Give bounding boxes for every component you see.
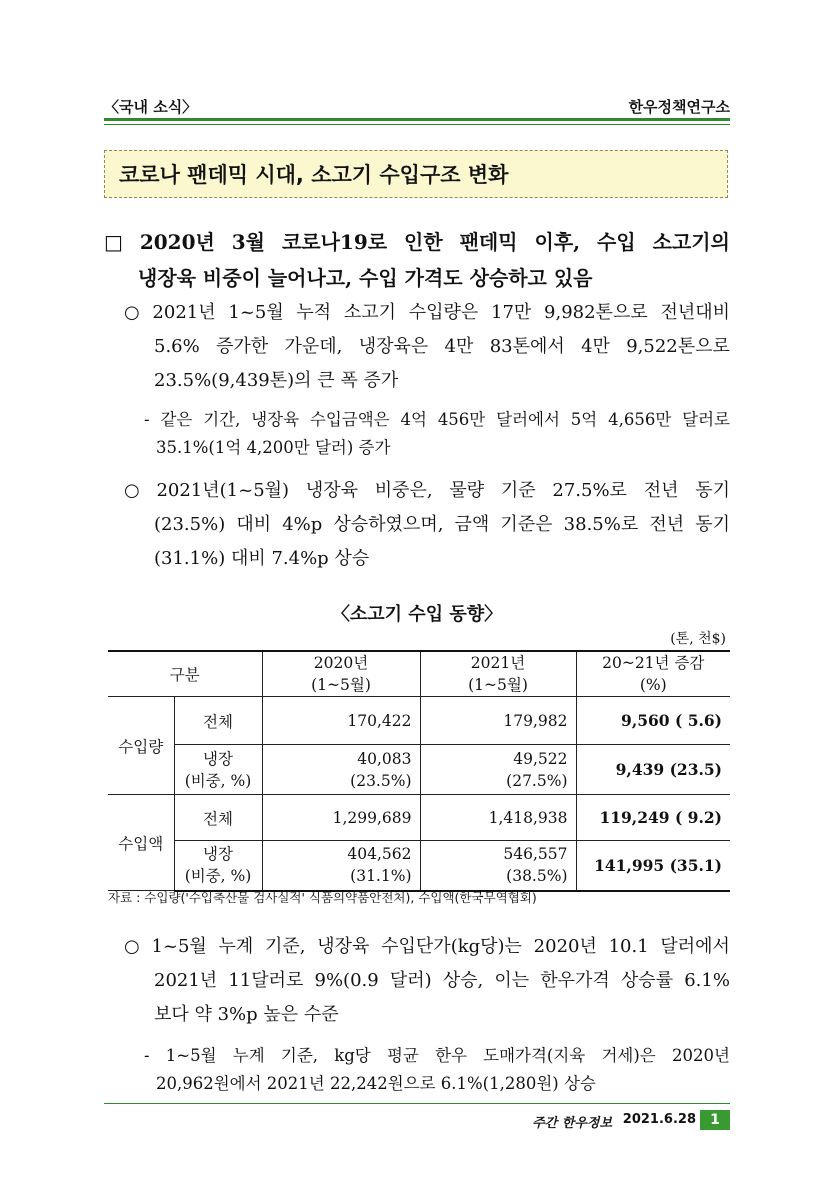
word: 9%(0.9	[314, 970, 379, 991]
word: 2021년	[154, 970, 218, 991]
word: 1~5월	[151, 936, 207, 957]
word: 상승,	[442, 970, 484, 991]
row-label: 전체	[174, 697, 262, 745]
table-title: 〈소고기 수입 동향〉	[331, 604, 503, 625]
dash-item-2-line2: 20,962원에서 2021년 22,242원으로 6.1%(1,280원) 상승	[156, 1074, 596, 1093]
word: 1~5월	[228, 302, 284, 323]
word: 2020년	[139, 230, 215, 254]
word: kg당	[334, 1046, 371, 1065]
sub-bullet-2	[124, 474, 730, 576]
word: 누적	[296, 302, 332, 323]
word: 기간,	[203, 410, 241, 429]
word: 기준은	[500, 514, 553, 535]
header-change-unit: (%)	[639, 676, 667, 694]
word: 9,522톤으로	[626, 336, 730, 357]
row-label	[174, 745, 262, 795]
sub-bullet-2-line2	[124, 508, 730, 542]
cell-2021	[420, 745, 576, 795]
word: 동기	[695, 480, 730, 501]
circle-bullet-icon: ○	[124, 936, 140, 957]
word: 이후,	[534, 230, 581, 254]
word: 상승률	[620, 970, 674, 991]
word: 가운데,	[284, 336, 343, 357]
word: 4억	[400, 410, 427, 429]
sub-bullet-1-line2	[124, 330, 730, 364]
cell-2020	[262, 841, 420, 891]
sub-bullet-2-line1	[124, 474, 730, 508]
word: 냉장육은	[358, 336, 429, 357]
word: (23.5%)	[154, 514, 226, 535]
word: 83톤에서	[489, 336, 565, 357]
circle-bullet-icon: ○	[124, 480, 140, 501]
word: 소고기의	[652, 230, 730, 254]
word: 상승하였으며,	[333, 514, 444, 535]
main-bullet-line2: 냉장육 비중이 늘어나고, 수입 가격도 상승하고 있음	[138, 266, 593, 290]
circle-bullet-icon: ○	[124, 302, 140, 323]
dash-item-1-line1	[144, 406, 730, 434]
sub-bullet-3-line2	[124, 964, 730, 998]
word: 누계	[218, 936, 254, 957]
word: 전년대비	[660, 302, 730, 323]
word: 비중은,	[374, 480, 433, 501]
dash-item-2-line1	[144, 1042, 730, 1070]
word: 한우	[435, 1046, 467, 1065]
word: 팬데믹	[459, 230, 518, 254]
table-header-row	[108, 651, 730, 697]
word: 전년	[643, 480, 679, 501]
cell-change: 9,560 ( 5.6)	[576, 697, 730, 745]
article-title: 코로나 팬데믹 시대, 소고기 수입구조 변화	[104, 150, 728, 198]
word: 소고기	[343, 302, 397, 323]
import-trend-table	[108, 650, 730, 892]
cell-change: 9,439 (23.5)	[576, 745, 730, 795]
group-volume: 수입량	[108, 697, 174, 795]
word: 2020년	[671, 1046, 730, 1065]
word: 9,982톤으로	[544, 302, 648, 323]
footer-rule	[104, 1103, 730, 1104]
word: 증가한	[216, 336, 269, 357]
word: 2021년	[152, 302, 216, 323]
word: 냉장육	[305, 480, 358, 501]
word: 대비	[236, 514, 272, 535]
word: 2020년	[533, 936, 597, 957]
word: 동기	[695, 514, 730, 535]
sub-bullet-3	[124, 930, 730, 1032]
word: 2021년(1~5월)	[156, 480, 290, 501]
word: 냉장육	[317, 936, 370, 957]
header-2020	[262, 651, 420, 697]
word: 이는	[494, 970, 530, 991]
cell-change: 119,249 ( 9.2)	[576, 795, 730, 841]
word: 달러)	[389, 970, 432, 991]
dash-bullet-icon: -	[144, 1046, 150, 1065]
word: 기준,	[280, 1046, 319, 1065]
table-source: 자료 : 수입량('수입축산물 검사실적' 식품의약품안전처), 수입액(한국무역협회)	[108, 890, 537, 905]
cell-value: 546,557	[503, 845, 568, 864]
word: 전년	[649, 514, 685, 535]
word: 3월	[231, 230, 266, 254]
word: 수입	[597, 230, 636, 254]
word: 4,656만	[608, 410, 672, 429]
sub-bullet-2-line3: (31.1%) 대비 7.4%p 상승	[154, 548, 370, 569]
header-rule-thin	[104, 124, 730, 125]
section-label: 〈국내 소식〉	[104, 98, 198, 116]
word: 누계	[232, 1046, 265, 1065]
word: 수입량은	[408, 302, 479, 323]
header-category: 구분	[108, 651, 262, 697]
sub-bullet-1	[124, 296, 730, 398]
word: 수입금액은	[309, 410, 390, 429]
word: 11달러로	[228, 970, 304, 991]
word: 17만	[491, 302, 532, 323]
cell-share: (27.5%)	[506, 771, 568, 790]
dash-item-2	[144, 1042, 730, 1098]
table-row	[108, 745, 730, 795]
word: 달러에서	[660, 936, 730, 957]
cell-value: 49,522	[513, 749, 568, 768]
word: 4%p	[282, 514, 323, 535]
header-2021-year: 2021년	[470, 654, 526, 672]
table-unit: (톤, 천$)	[670, 631, 726, 647]
word: 10.1	[608, 936, 649, 957]
table-row	[108, 841, 730, 891]
table-row	[108, 795, 730, 841]
word: 456만	[437, 410, 486, 429]
dash-item-1-line2: 35.1%(1억 4,200만 달러) 증가	[156, 438, 391, 457]
square-bullet-icon: □	[104, 230, 123, 254]
main-bullet-line1	[104, 224, 730, 260]
cell-share: (38.5%)	[506, 867, 568, 886]
cell-change: 141,995 (35.1)	[576, 841, 730, 891]
row-label-sub: (비중, %)	[184, 867, 252, 886]
row-label-main: 냉장	[203, 845, 233, 864]
cell-2020: 170,422	[262, 697, 420, 745]
word: 4만	[444, 336, 474, 357]
row-label-sub: (비중, %)	[184, 771, 252, 790]
word: 1~5월	[165, 1046, 217, 1065]
cell-2020	[262, 745, 420, 795]
word: 물량	[449, 480, 485, 501]
cell-2021	[420, 841, 576, 891]
word: 5억	[570, 410, 598, 429]
word: 냉장육	[251, 410, 300, 429]
header-2021	[420, 651, 576, 697]
header-change	[576, 651, 730, 697]
word: 코로나19로	[281, 230, 388, 254]
cell-value: 404,562	[347, 845, 412, 864]
word: 같은	[160, 410, 193, 429]
word: 6.1%	[684, 970, 730, 991]
row-label	[174, 841, 262, 891]
word: 거세)은	[601, 1046, 656, 1065]
dash-item-1	[144, 406, 730, 462]
word: 평균	[386, 1046, 419, 1065]
cell-2020: 1,299,689	[262, 795, 420, 841]
dash-bullet-icon: -	[144, 410, 150, 429]
word: 기준,	[265, 936, 306, 957]
header-2020-period: (1~5월)	[311, 676, 371, 694]
word: 27.5%로	[552, 480, 627, 501]
footer-date: 2021.6.28	[622, 1112, 696, 1127]
word: 5.6%	[154, 336, 200, 357]
org-name: 한우정책연구소	[628, 98, 730, 116]
cell-2021: 1,418,938	[420, 795, 576, 841]
word: 금액	[454, 514, 490, 535]
cell-2021: 179,982	[420, 697, 576, 745]
header-2021-period: (1~5월)	[468, 676, 528, 694]
word: 한우가격	[540, 970, 610, 991]
page-number: 1	[700, 1110, 730, 1130]
header-rule-thick	[104, 118, 730, 121]
header-2020-year: 2020년	[313, 654, 369, 672]
sub-bullet-3-line3: 보다 약 3%p 높은 수준	[154, 1004, 339, 1025]
header-change-label: 20~21년 증감	[602, 654, 705, 672]
main-bullet	[104, 224, 730, 296]
word: 수입단가(kg당)는	[381, 936, 522, 957]
sub-bullet-1-line3: 23.5%(9,439톤)의 큰 폭 증가	[154, 370, 399, 391]
group-amount: 수입액	[108, 795, 174, 891]
word: 4만	[581, 336, 610, 357]
word: 기준	[500, 480, 536, 501]
word: 달러로	[682, 410, 730, 429]
cell-value: 40,083	[357, 749, 412, 768]
row-label-main: 냉장	[203, 749, 233, 768]
sub-bullet-3-line1	[124, 930, 730, 964]
word: 인한	[404, 230, 443, 254]
cell-share: (23.5%)	[350, 771, 412, 790]
word: 도매가격(지육	[483, 1046, 586, 1065]
word: 달러에서	[496, 410, 560, 429]
table-row	[108, 697, 730, 745]
sub-bullet-1-line1	[124, 296, 730, 330]
cell-share: (31.1%)	[350, 867, 412, 886]
row-label: 전체	[174, 795, 262, 841]
word: 38.5%로	[563, 514, 639, 535]
footer-publication: 주간 한우정보	[532, 1116, 612, 1131]
